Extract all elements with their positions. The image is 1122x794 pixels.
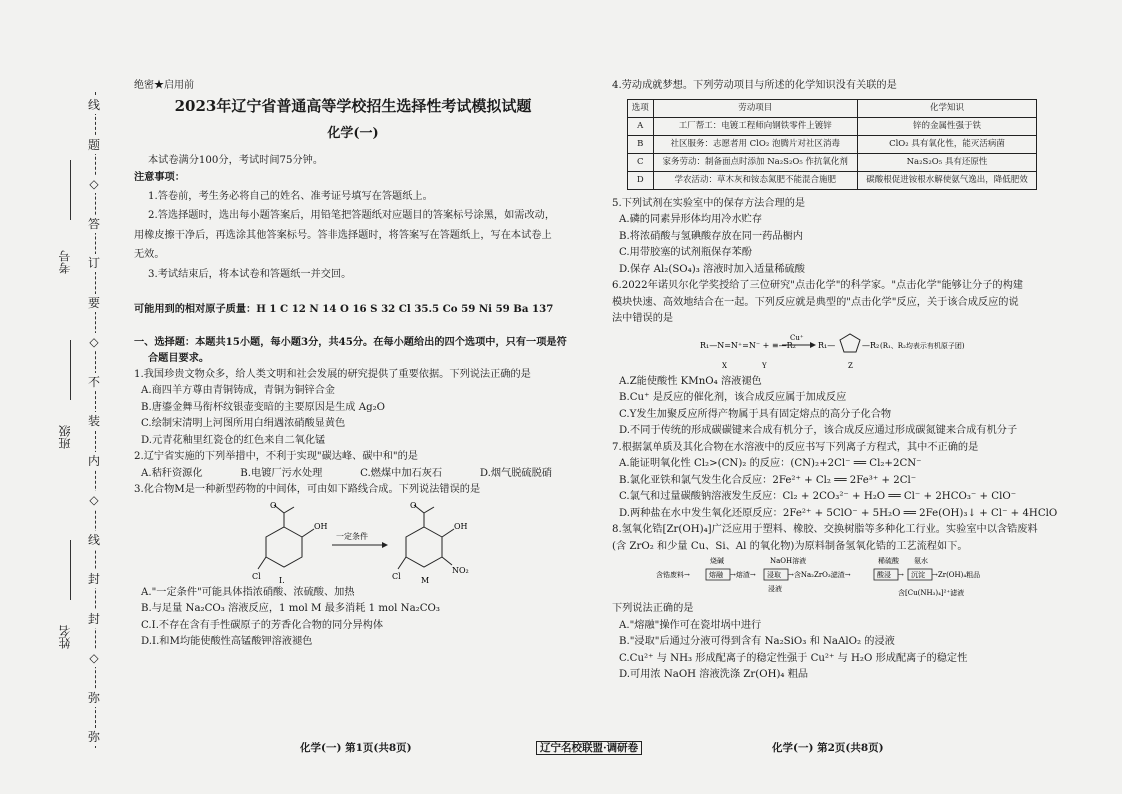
left-column [134,78,572,651]
table-cell: 学农活动：草木灰和铵态氮肥不能混合施肥 [653,171,857,189]
right-column [612,78,1058,684]
q4-table [627,99,1037,190]
q3-stem: 3.化合物M是一种新型药物的中间体，可由如下路线合成。下列说法错误的是 [134,484,481,495]
fold-mark: 不 [87,374,100,389]
scheme-reactants: R₁—N=N⁺=N⁻ + ≡—R₂ [700,340,796,350]
fold-mark: 订 [87,256,100,270]
label-x: X [722,361,727,370]
fold-mark: 线 [87,98,100,112]
field-exam-number-label: 考号 [58,250,72,274]
footer-left: 化学(一) 第1页(共8页) [300,742,412,754]
exam-subject: 化学(一) [327,125,379,141]
confidential-mark: 绝密★启用前 [134,80,194,91]
note-line: 无效。 [134,249,165,260]
scheme-product: R₁— [818,340,836,350]
scheme-note: (R₁、R₂均表示有机原子团) [880,341,965,350]
table-cell: B [628,135,654,153]
q8-stem: (含 ZrO₂ 和少量 Cu、Si、Al 的氧化物)为原料制备氢氧化锆的工艺流程如下。 [612,540,968,552]
table-cell: D [628,171,654,189]
fold-mark: 弥 [87,730,100,744]
flow-bottom-label: 含[Cu(NH₃)₄]²⁺滤液 [898,589,965,597]
svg-text:OH: OH [454,521,468,531]
section1-heading-cont: 合题目要求。 [148,352,210,364]
q5-option: B.将浓硝酸与氢碘酸存放在同一药品橱内 [619,230,803,242]
q8-option: B."浸取"后通过分液可得到含有 Na₂SiO₃ 和 NaAlO₂ 的浸液 [619,636,895,647]
fold-mark: 线 [87,532,100,547]
fold-mark: ◇ [89,177,99,191]
field-exam-number-line[interactable] [70,160,72,220]
exam-intro: 本试卷满分100分，考试时间75分钟。 [148,154,324,166]
compound-i-label: I. [279,575,285,585]
q3-option: D.I.和M均能使酸性高锰酸钾溶液褪色 [141,636,313,647]
fold-mark: 内 [87,453,100,468]
fold-mark: 装 [87,414,100,428]
note-line: 3.考试结束后，将本试卷和答题纸一并交回。 [148,268,352,280]
q6-option: A.Z能使酸性 KMnO₄ 溶液褪色 [619,375,762,387]
footer-right: 化学(一) 第2页(共8页) [772,742,884,754]
q3-option: C.I.不存在含有手性碳原子的芳香化合物的同分异构体 [141,619,384,631]
footer-center: 辽宁名校联盟·调研卷 [536,741,642,755]
svg-text:OH: OH [314,521,328,531]
q1-option: D.元青花釉里红瓷仓的红色来自二氧化锰 [141,434,326,446]
q7-option: D.两种盐在水中发生氧化还原反应：2Fe²⁺ + 5ClO⁻ + 5H₂O ══ 2Fe(OH)₃↓ + Cl⁻ + 4HClO [619,507,1058,519]
note-line: 1.答卷前，考生务必将自己的姓名、准考证号填写在答题纸上。 [148,190,433,202]
fold-mark: ◇ [89,493,99,507]
flow-top-label: 稀硫酸 [878,557,899,565]
q7-option: C.氯气和过量碳酸钠溶液发生反应：Cl₂ + 2CO₃²⁻ + H₂O ══ Cl⁻ + 2HCO₃⁻ + ClO⁻ [619,491,1017,502]
q6-stem: 6.2022年诺贝尔化学奖授给了三位研究"点击化学"的科学家。"点击化学"能够让分子的构建 [612,280,1023,291]
table-cell: A [628,117,654,135]
svg-text:NO₂: NO₂ [452,565,469,575]
table-header: 化学知识 [857,99,1036,117]
q3-option: A."一定条件"可能具体指浓硝酸、浓硫酸、加热 [141,586,355,598]
svg-text:Cl: Cl [392,571,401,581]
exam-title: 2023年辽宁省普通高等学校招生选择性考试模拟试题 [174,96,532,115]
q2-option: C.燃煤中加石灰石 [360,467,443,479]
flow-box-label: 酸浸 [877,571,891,579]
q6-option: D.不同于传统的形成碳碳键来合成有机分子，该合成反应通过形成碳氮键来合成有机分子 [619,425,1018,436]
fold-mark: 封 [87,611,100,626]
q8-question: 下列说法正确的是 [612,603,694,614]
q5-stem: 5.下列试剂在实验室中的保存方法合理的是 [612,197,806,209]
table-cell: 碳酸根促进铵根水解使氨气逸出，降低肥效 [857,171,1036,189]
q6-stem: 法中错误的是 [612,313,674,324]
q8-option: C.Cu²⁺ 与 NH₃ 形成配离子的稳定性强于 Cu²⁺ 与 H₂O 形成配离子的稳定性 [619,652,968,664]
table-cell: Na₂S₂O₅ 具有还原性 [857,153,1036,171]
flow-bottom-label: 浸液 [768,585,782,593]
q6-click-scheme [612,328,1044,374]
q8-option: A."熔融"操作可在瓷坩埚中进行 [619,619,762,631]
q2-option: A.秸秆资源化 [141,467,203,479]
table-row [628,117,1037,135]
flow-mid: →熔渣→ [730,571,756,579]
q1-stem: 1.我国珍贵文物众多，给人类文明和社会发展的研究提供了重要依据。下列说法正确的是 [134,368,531,380]
scheme-condition: 一定条件 [336,531,368,541]
svg-text:O: O [270,500,277,510]
q2-stem: 2.辽宁省实施的下列举措中，不利于实现"碳达峰、碳中和"的是 [134,451,418,462]
q8-stem: 8.氢氧化锆[Zr(OH)₄]广泛应用于塑料、橡胶、交换树脂等多种化工行业。实验室中以含锆废料 [612,524,1038,535]
flow-box-label: 沉淀 [911,571,925,579]
note-line: 2.答选择题时，选出每小题答案后，用铅笔把答题纸对应题目的答案标号涂黑，如需改动， [148,210,556,221]
q1-option: A.商四羊方尊由青铜铸成，青铜为铜锌合金 [141,385,335,396]
atomic-masses: 可能用到的相对原子质量：H 1 C 12 N 14 O 16 S 32 Cl 35.5 Co 59 Ni 59 Ba 137 [134,303,554,315]
scheme-catalyst: Cu⁺ [790,333,804,342]
q6-option: B.Cu⁺ 是反应的催化剂，该合成反应属于加成反应 [619,392,847,403]
scheme-product-r2: —R₂ [862,340,880,350]
q7-option: A.能证明氧化性 Cl₂>(CN)₂ 的反应：(CN)₂+2Cl⁻ ══ Cl₂+2CN⁻ [619,458,922,469]
q2-option: D.烟气脱硫脱硝 [479,467,552,479]
field-name-label: 姓名 [58,625,72,649]
flow-top-label: NaOH溶液 [770,557,807,565]
table-cell: 工厂帮工：电镀工程师向钢铁零件上镀锌 [653,117,857,135]
q3-synthesis-scheme [134,499,572,585]
label-z: Z [848,361,853,370]
flow-top-label: 氨水 [914,557,928,565]
q2-options [134,466,572,483]
q6-stem: 模块快速、高效地结合在一起。下列反应就是典型的"点击化学"反应，关于该合成反应的说 [612,296,1019,308]
q4-stem: 4.劳动成就梦想。下列劳动项目与所述的化学知识没有关联的是 [612,80,897,91]
section1-heading: 一、选择题：本题共15小题，每小题3分，共45分。在每小题给出的四个选项中，只有一项是符 [134,335,567,348]
table-row [628,153,1037,171]
q5-option: A.磷的同素异形体均用冷水贮存 [619,214,763,225]
table-header: 劳动项目 [653,99,857,117]
fold-mark: ◇ [89,651,99,665]
table-cell: 社区服务：志愿者用 ClO₂ 泡腾片对社区消毒 [653,135,857,153]
q8-option: D.可用浓 NaOH 溶液洗涤 Zr(OH)₄ 粗品 [619,669,809,680]
svg-text:Cl: Cl [252,571,261,581]
fold-mark: 题 [87,137,100,152]
flow-end: →Zr(OH)₄粗品 [932,571,981,579]
q5-option: C.用带胶塞的试剂瓶保存苯酚 [619,247,752,258]
q7-stem: 7.根据氯单质及其化合物在水溶液中的反应书写下列离子方程式，其中不正确的是 [612,441,979,453]
fold-mark: 答 [87,216,100,231]
fold-mark: 要 [87,295,100,310]
flow-box-label: 熔融 [709,571,723,579]
flow-mid: →含Na₂ZrO₃滤渣→ [788,571,851,579]
flow-start: 含锆废料→ [656,571,690,579]
table-row [628,135,1037,153]
binding-fold-marks [84,96,104,746]
table-cell: C [628,153,654,171]
label-y: Y [762,361,767,370]
fold-mark: 封 [87,572,100,586]
notes-heading: 注意事项： [134,171,185,183]
table-row [628,171,1037,189]
q5-option: D.保存 Al₂(SO₄)₃ 溶液时加入适量稀硫酸 [619,263,805,275]
flow-box-label: 浸取 [767,571,781,579]
triazole-ring [840,334,860,352]
compound-m-structure [398,505,454,569]
q3-option: B.与足量 Na₂CO₃ 溶液反应，1 mol M 最多消耗 1 mol Na₂CO₃ [141,603,440,614]
field-name-line[interactable] [70,540,72,600]
flow-top-label: 烧碱 [710,557,724,565]
fold-mark: 弥 [87,690,100,705]
flow-mid: → [898,571,904,579]
q1-option: B.唐鎏金舞马衔杯纹银壶变暗的主要原因是生成 Ag₂O [141,401,386,413]
compound-i-structure [258,505,314,569]
table-header: 选项 [628,99,654,117]
field-class-line[interactable] [70,340,72,400]
table-cell: 锌的金属性强于铁 [857,117,1036,135]
q7-option: B.氯化亚铁和氯气发生化合反应：2Fe²⁺ + Cl₂ ══ 2Fe³⁺ + 2Cl⁻ [619,474,917,486]
q1-option: C.绘制宋清明上河图所用白绢遇浓硝酸显黄色 [141,418,346,429]
svg-text:O: O [410,500,417,510]
note-line: 用橡皮擦干净后，再选涂其他答案标号。答非选择题时，将答案写在答题纸上，写在本试卷上 [134,229,552,241]
q8-process-flow [612,555,1044,601]
q2-option: B.电镀厂污水处理 [240,467,323,479]
field-class-label: 班级 [58,425,72,449]
table-cell: ClO₂ 具有氧化性，能灭活病菌 [857,135,1036,153]
fold-mark: ◇ [89,335,99,349]
compound-m-label: M [421,575,430,585]
footer-center-wrap [536,740,642,755]
q6-option: C.Y发生加聚反应所得产物属于具有固定熔点的高分子化合物 [619,408,892,420]
table-cell: 家务劳动：制备面点时添加 Na₂S₂O₅ 作抗氧化剂 [653,153,857,171]
